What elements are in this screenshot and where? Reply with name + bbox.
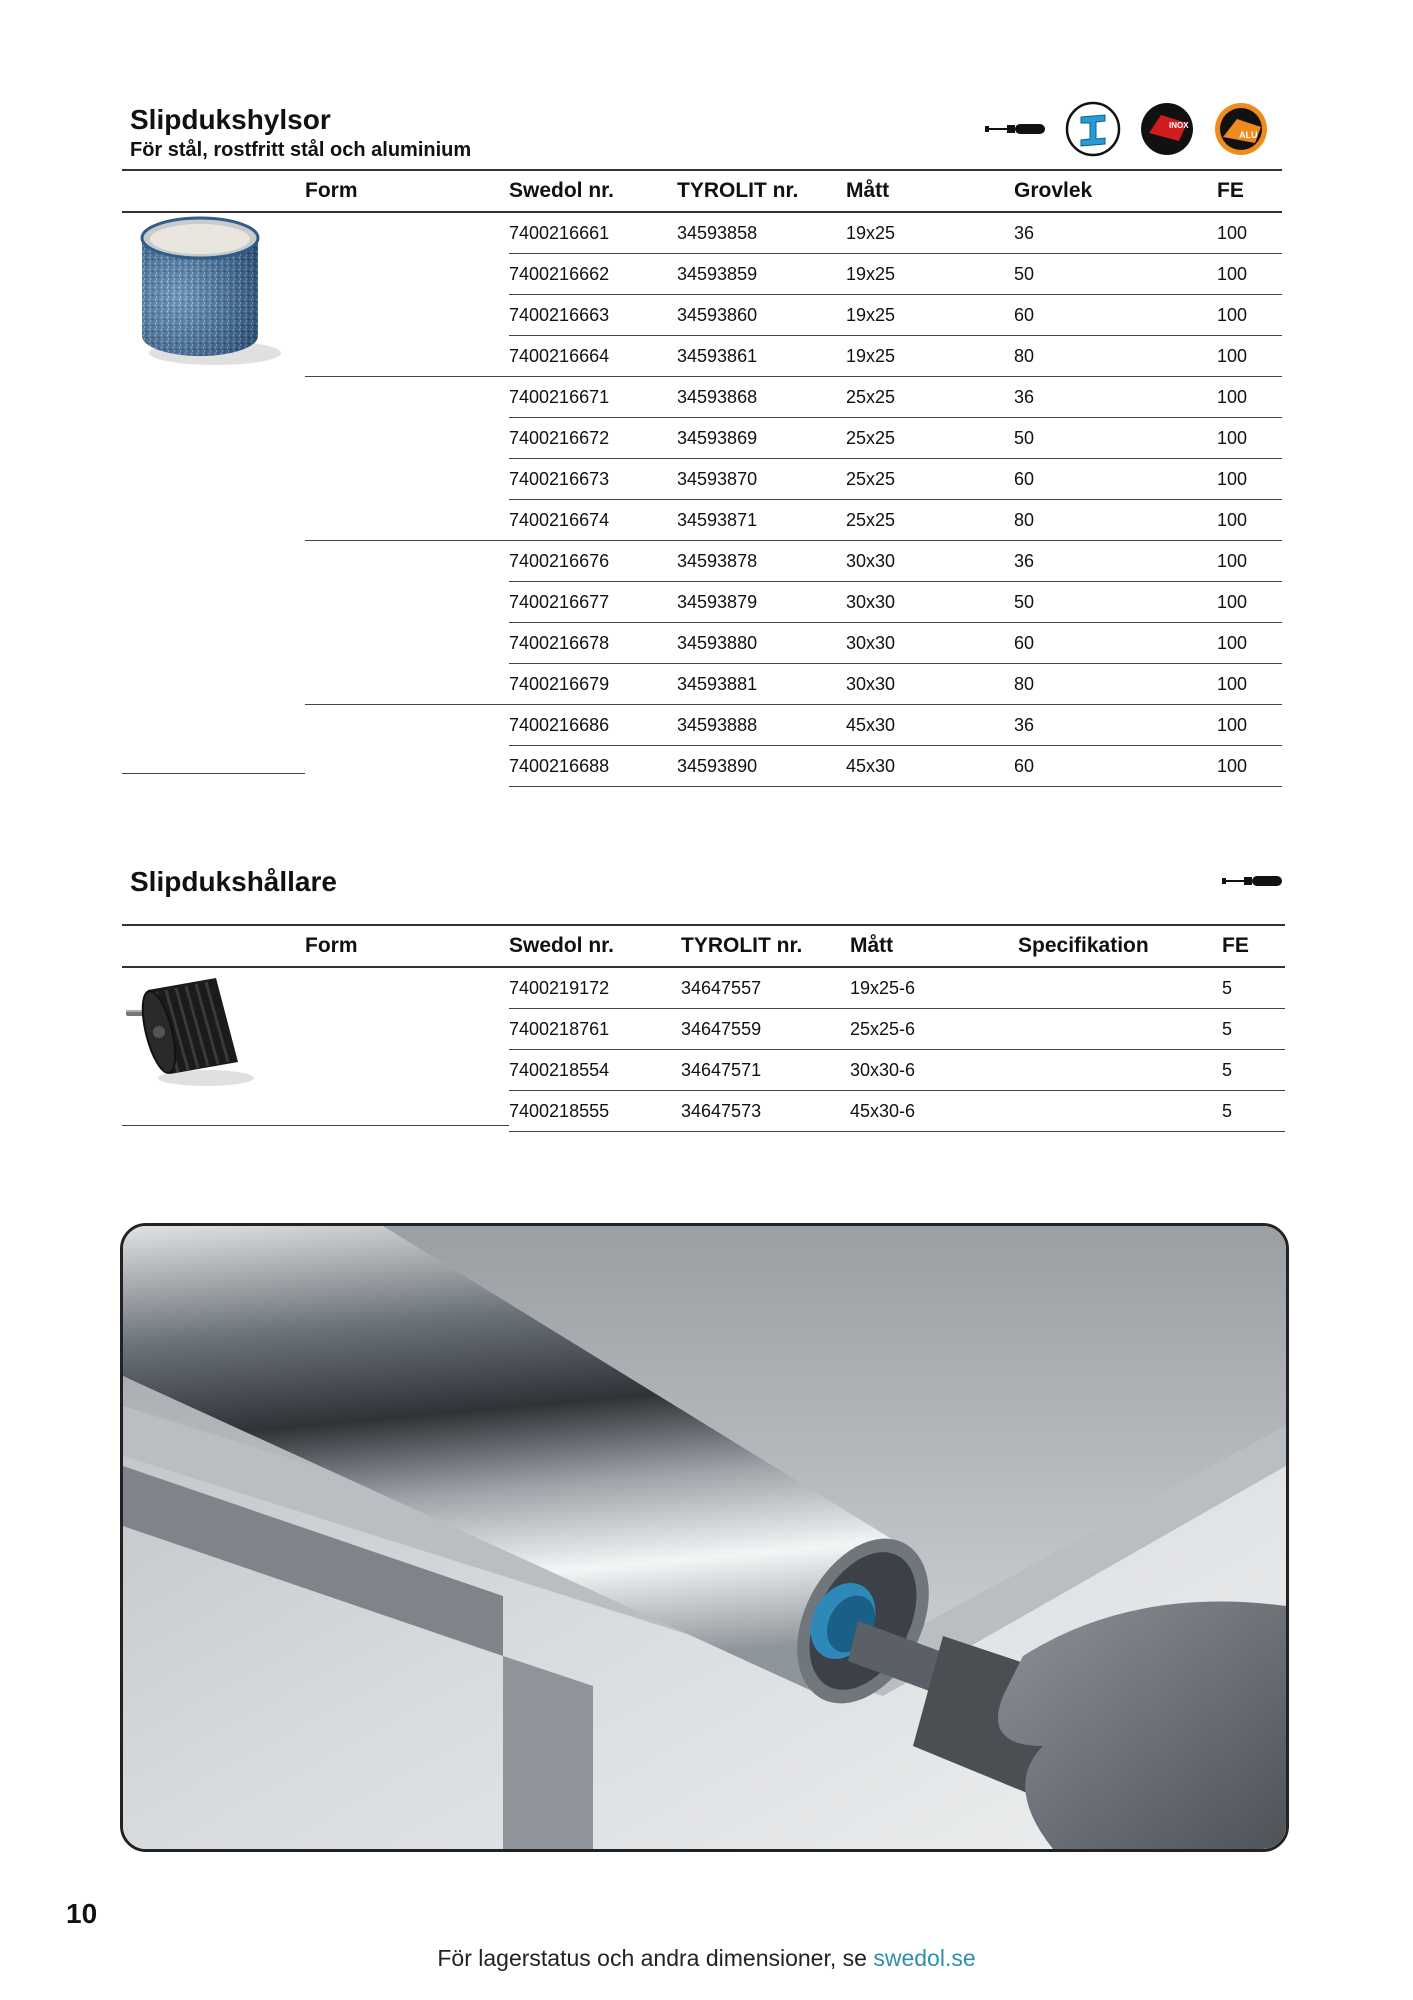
form-image-cell [122,212,305,787]
matt: 25x25 [846,418,1014,459]
swedol-nr: 7400216676 [509,541,677,582]
table-row [122,212,1282,254]
matt: 45x30 [846,705,1014,746]
table-bottom-rule [122,773,305,774]
section1-subtitle: För stål, rostfritt stål och aluminium [130,139,472,161]
matt: 19x25 [846,336,1014,377]
swedol-nr: 7400218554 [509,1050,681,1091]
tyrolit-nr: 34593888 [677,705,846,746]
matt: 19x25 [846,295,1014,336]
fe: 5 [1222,1091,1285,1132]
fe: 100 [1217,254,1282,295]
swedol-nr: 7400218761 [509,1009,681,1050]
grovlek: 60 [1014,459,1217,500]
section1-title: Slipdukshylsor [130,104,331,135]
grinder-tool-icon [985,120,1047,138]
tyrolit-nr: 34593861 [677,336,846,377]
application-photo [120,1223,1289,1852]
header-image-column [122,170,305,212]
fe: 100 [1217,705,1282,746]
matt: 25x25 [846,377,1014,418]
table-bottom-rule [122,1125,509,1126]
table-row [122,967,1285,1009]
swedol-nr: 7400216686 [509,705,677,746]
footer-note [0,1945,1413,1972]
matt: 45x30 [846,746,1014,787]
tyrolit-nr: 34647557 [681,967,850,1009]
inox-label: INOX [1169,121,1189,130]
tyrolit-nr: 34593870 [677,459,846,500]
header-image-column [122,925,305,967]
sanding-holders-table [122,924,1285,1132]
fe: 100 [1217,541,1282,582]
matt: 30x30 [846,664,1014,705]
grovlek: 36 [1014,705,1217,746]
matt: 19x25-6 [850,967,1018,1009]
swedol-nr: 7400216661 [509,212,677,254]
alu-label: ALU [1239,130,1258,140]
tyrolit-nr: 34593880 [677,623,846,664]
matt: 25x25-6 [850,1009,1018,1050]
swedol-link[interactable]: swedol.se [873,1945,976,1971]
swedol-nr: 7400216671 [509,377,677,418]
fe: 5 [1222,1009,1285,1050]
matt: 30x30-6 [850,1050,1018,1091]
swedol-nr: 7400216662 [509,254,677,295]
grovlek: 36 [1014,377,1217,418]
matt: 45x30-6 [850,1091,1018,1132]
fe: 100 [1217,500,1282,541]
inox-material-icon [1139,101,1195,157]
table-header-row [122,925,1285,967]
tyrolit-nr: 34593871 [677,500,846,541]
page-number: 10 [66,1898,98,1929]
tyrolit-nr: 34647571 [681,1050,850,1091]
grovlek: 50 [1014,582,1217,623]
grinder-tool-icon [1222,872,1284,890]
tyrolit-nr: 34593859 [677,254,846,295]
form-image-cell [122,967,305,1132]
specifikation [1018,1050,1222,1091]
tyrolit-nr: 34593881 [677,664,846,705]
matt: 19x25 [846,212,1014,254]
footer-text: För lagerstatus och andra dimensioner, se [437,1945,874,1971]
tyrolit-nr: 34593869 [677,418,846,459]
swedol-nr: 7400219172 [509,967,681,1009]
grovlek: 50 [1014,418,1217,459]
grovlek: 50 [1014,254,1217,295]
header-fe: FE [1217,170,1282,212]
fe: 100 [1217,582,1282,623]
tyrolit-nr: 34647573 [681,1091,850,1132]
swedol-nr: 7400216664 [509,336,677,377]
swedol-nr: 7400216673 [509,459,677,500]
grovlek: 36 [1014,541,1217,582]
header-tyrolit-nr: TYROLIT nr. [677,170,846,212]
header-swedol-nr: Swedol nr. [509,170,677,212]
fe: 100 [1217,623,1282,664]
matt: 30x30 [846,623,1014,664]
fe: 100 [1217,336,1282,377]
tyrolit-nr: 34593868 [677,377,846,418]
matt: 30x30 [846,582,1014,623]
table-header-row [122,170,1282,212]
header-form: Form [305,925,509,967]
specifikation [1018,967,1222,1009]
section2-title: Slipdukshållare [130,866,337,897]
header-tyrolit-nr: TYROLIT nr. [681,925,850,967]
header-grovlek: Grovlek [1014,170,1217,212]
swedol-nr: 7400216688 [509,746,677,787]
fe: 100 [1217,377,1282,418]
swedol-nr: 7400216679 [509,664,677,705]
specifikation [1018,1091,1222,1132]
swedol-nr: 7400216674 [509,500,677,541]
grovlek: 36 [1014,212,1217,254]
alu-material-icon [1213,101,1269,157]
fe: 5 [1222,1050,1285,1091]
header-specifikation: Specifikation [1018,925,1222,967]
swedol-nr: 7400216663 [509,295,677,336]
tyrolit-nr: 34593860 [677,295,846,336]
tyrolit-nr: 34647559 [681,1009,850,1050]
fe: 100 [1217,295,1282,336]
specifikation [1018,1009,1222,1050]
grovlek: 60 [1014,295,1217,336]
steel-material-icon [1065,101,1121,157]
matt: 25x25 [846,459,1014,500]
matt: 25x25 [846,500,1014,541]
fe: 5 [1222,967,1285,1009]
grovlek: 80 [1014,500,1217,541]
swedol-nr: 7400216677 [509,582,677,623]
fe: 100 [1217,459,1282,500]
grovlek: 80 [1014,664,1217,705]
swedol-nr: 7400216678 [509,623,677,664]
swedol-nr: 7400216672 [509,418,677,459]
swedol-nr: 7400218555 [509,1091,681,1132]
grovlek: 60 [1014,746,1217,787]
photo-illustration [123,1226,1286,1849]
grovlek: 60 [1014,623,1217,664]
matt: 30x30 [846,541,1014,582]
fe: 100 [1217,664,1282,705]
header-form: Form [305,170,509,212]
fe: 100 [1217,746,1282,787]
material-icons [985,101,1269,157]
tyrolit-nr: 34593879 [677,582,846,623]
fe: 100 [1217,212,1282,254]
header-matt: Mått [850,925,1018,967]
tyrolit-nr: 34593878 [677,541,846,582]
grovlek: 80 [1014,336,1217,377]
header-swedol-nr: Swedol nr. [509,925,681,967]
tyrolit-nr: 34593858 [677,212,846,254]
fe: 100 [1217,418,1282,459]
header-fe: FE [1222,925,1285,967]
header-matt: Mått [846,170,1014,212]
sanding-sleeves-table [122,169,1282,787]
matt: 19x25 [846,254,1014,295]
tyrolit-nr: 34593890 [677,746,846,787]
